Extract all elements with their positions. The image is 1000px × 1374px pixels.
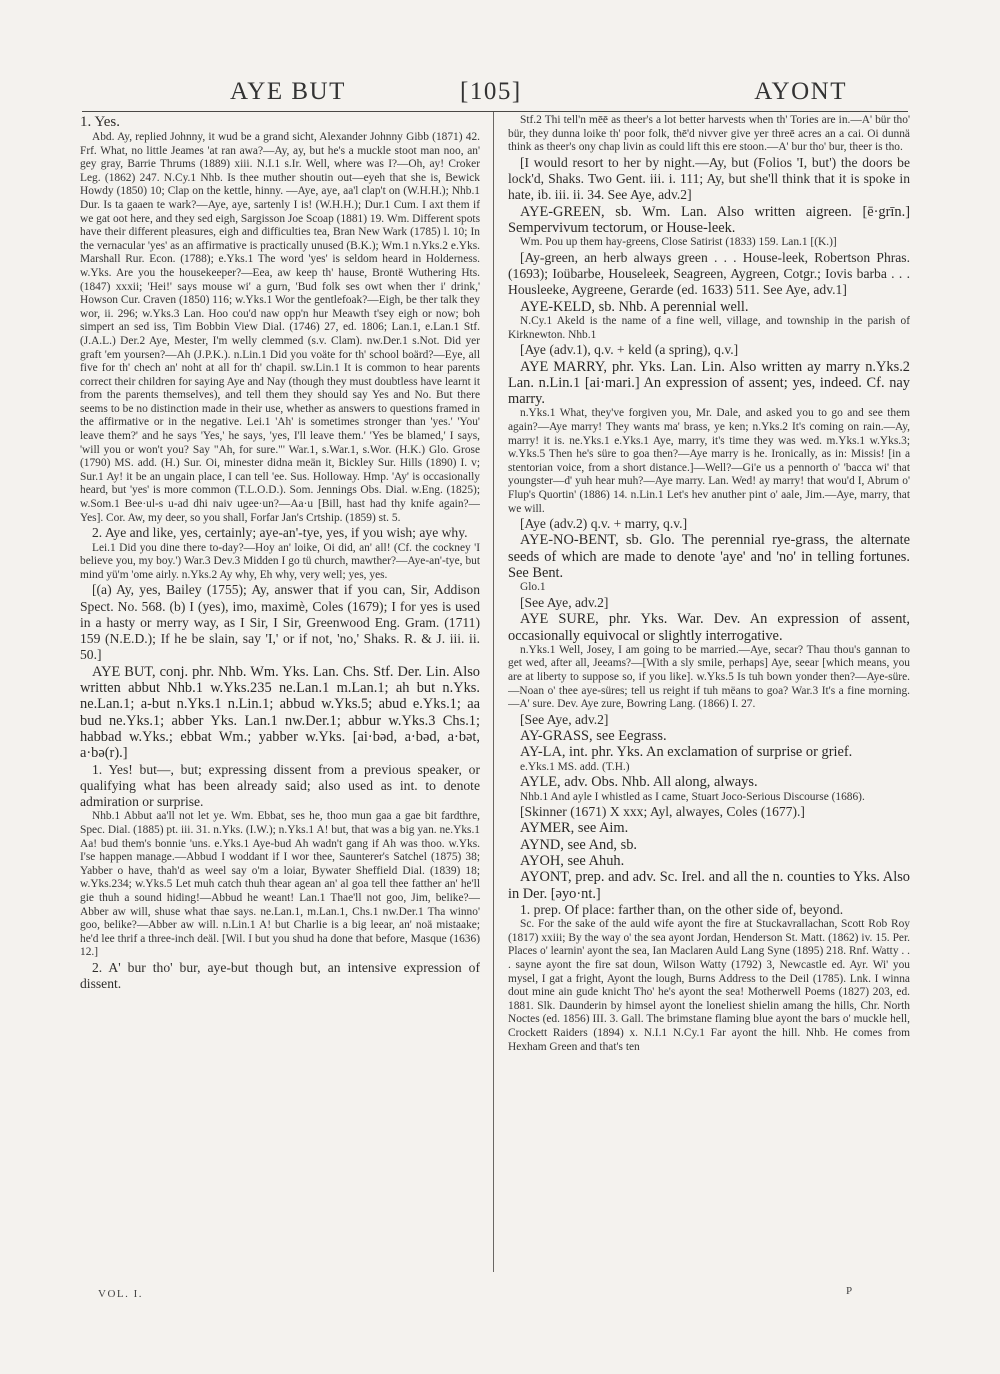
entry-paragraph: 2. Aye and like, yes, certainly; aye-an'-tye, yes, if you wish; aye why. [92, 525, 468, 541]
entry-paragraph: [I would resort to her by night.—Ay, but (Folios 'I, but') the doors be lock'd, Shaks. Two Gent. iii. i. 111; Ay, but she'll think that it is spoke in hate, ib. iii. ii. 34. See Aye, adv.2] [508, 154, 910, 203]
running-head [95, 78, 905, 112]
entry-paragraph: [See Aye, adv.2] [520, 711, 609, 727]
header-left-catchword: AYE BUT [230, 78, 346, 105]
gathering-signature: P [846, 1285, 853, 1297]
entry-paragraph: 2. A' bur tho' bur, aye-but though but, an intensive expression of dissent. [80, 959, 480, 992]
entry-paragraph: Nhb.1 And ayle I whistled as I came, Stuart Joco-Serious Discourse (1686). [520, 790, 865, 803]
entry-paragraph: Abd. Ay, replied Johnny, it wud be a grand sicht, Alexander Johnny Gibb (1871) 42. Frf. What, no little Jeames 'at ran awa?—Ay, ay, but he's a muckle stoot man noo, an' gey gray, Barrie Thrums (1889) xiii. N.I.1 s.Ir. Well, where was I?—Oh, ay! Croker Leg. (1862) 247. N.Cy.1 Nhb. Is thee muther shoutin out—eyeh that she is, Bewick Howdy (1850) 10; Clap on the kettle, hinny. —Aye, aye, aa'l clap't on (W.H.H.); Nhb.1 Dur. Is ta gaaen te wark?—Aye, aye, sartenly I is! (W.H.H.); Dur.1 Cum. I axt them if we gat oot here, and they sed eigh, Sargisson Joe Scoap (1881) 19. Wm. Different spots have their different pleasures, eigh and difficulties tea, Bran New Wark (1785) l. 10; In the vernacular 'yes' as an affirmative is practically unused (B.K.); Wm.1 n.Yks.2 e.Yks. Marshall Rur. Econ. (1788); e.Yks.1 The word 'yes' is seldom heard in Holderness. w.Yks. Are you the housekeeper?—Eea, aw keep th' hause, Brontë Wuthering Hts. (1847) xxxii; 'Hei!' says mouse wi' a gurn, 'Bud folk ses owt when ther i' drink,' Howson Cur. Craven (1850) 116; w.Yks.1 Wor the gentlefoak?—Eigh, be ther talk they wor, ii. 296; w.Yks.3 Lan. Hoo cou'd naw opp'n hur Meawth t'sey eigh or now; boh simpert an sed iss, Tim Bobbin View Dial. (1746) 27, ed. 1806; Lan.1, e.Lan.1 Stf. (J.A.L.) Der.2 Aye, Mester, I'm welly clemmed (s.v. Clam). nw.Der.1 s.Not. Did yer graft 'em yoursen?—Ah (J.P.K.). n.Lin.1 Did you voäte for th' school boärd?—Eye, all five for th' chech an' noht at all for th' chapil. sw.Lin.1 It is common to hear parents correct their children for saying Aye and Nay (though they must doubtless have learnt it from the parents themselves), and tell them they should say Yes and No. But there seems to be no distinction made in their use, whether as answers to questions framed in the affirmative or in the negative. Lei.1 'Ah' is sometimes stronger than 'yes.' 'You' leave them?' and he says 'Yes,' he says, 'yes, I'll leave them.' 'Yes be blamed,' I says, 'will you or won't you? Say "Ah, for sure."' War.1, s.War.1, s.Wor. (H.K.) Glo. Grose (1790) MS. add. (H.) Sur. Oi, minester didna meän it, Bickley Sur. Hills (1890) I. v; Sur.1 Ay! it be an ungain place, I can tell 'ee. Sus. Holloway. Hmp. 'Ay' is occasionally heard, but 'yes' is more common (T.L.O.D.). Som. Jennings Obs. Dial. w.Eng. (1825); w.Som.1 Bee·ul-s u-ad dhi naiv ugee·un?—Aa·u [Bill, hast had thy knife again?—Yes]. Cor. Aw, my deer, so you shall, Forfar Jan's Crtship. (1859) st. 5. [80, 131, 480, 524]
entry-paragraph: N.Cy.1 Akeld is the name of a fine well, village, and township in the parish of Kirknewton. Nhb.1 [508, 315, 910, 341]
entry-paragraph: n.Yks.1 Well, Josey, I am going to be married.—Aye, secar? Thau thou's gannan to get wed, after all, Jeeams?—[With a sly smile, perhaps] Aye, seear [which means, you are at liberty to suppose so, if you like]. w.Yks.5 Is tuh bown yonder then?—Aye-süre.—Noan o' thee aye-süres; tell us reight if tuh mëans to goa? War.3 It's a fine morning.—A' sure. Dev. Aye zure, Bowring Lang. (1866) I. 27. [508, 643, 910, 711]
left-column [80, 114, 480, 1279]
entry-paragraph: AYONT, prep. and adv. Sc. Irel. and all the n. counties to Yks. Also in Der. [əyo·nt.] [508, 869, 910, 902]
entry-paragraph: AY-LA, int. phr. Yks. An exclamation of surprise or grief. [520, 744, 853, 761]
entry-paragraph: AYE BUT, conj. phr. Nhb. Wm. Yks. Lan. Chs. Stf. Der. Lin. Also written abbut Nhb.1 w.Yks.235 ne.Lan.1 m.Lan.1; ah but n.Yks. ne.Lan.1; a-but n.Yks.1 n.Lin.1; abbud w.Yks.5; abud e.Yks.1; aa bud ne.Yks.1; abber Yks. Lan.1 nw.Der.1; abbur w.Yks.3 Chs.1; habbad w.Yks.; ebbat Wm.; yabber w.Yks. [ai·bəd, a·bəd, a·bət, a·bə(r).] [80, 663, 480, 762]
column-divider [493, 112, 494, 1272]
entry-paragraph: AY-GRASS, see Eegrass. [520, 728, 667, 745]
entry-paragraph: 1. Yes! but—, but; expressing dissent from a previous speaker, or qualifying what has been already said; also used as int. to denote admiration or surprise. [80, 761, 480, 810]
right-column [508, 114, 910, 1279]
entry-paragraph: 1. prep. Of place: farther than, on the other side of, beyond. [520, 901, 844, 917]
header-rule [82, 111, 908, 112]
entry-paragraph: Lei.1 Did you dine there to-day?—Hoy an' loike, Oi did, an' all! (Cf. the cockney 'I believe you, my boy.') War.3 Dev.3 Midden I go tü church, mawther?—Aye-an'-tye, but mind yü'm 'ome airly. n.Yks.2 Ay why, Eh why, very well; yes, yes. [80, 541, 480, 581]
volume-signature: VOL. I. [98, 1288, 144, 1300]
entry-paragraph: Glo.1 [520, 581, 546, 594]
entry-paragraph: [Ay-green, an herb always green . . . House-leek, Robertson Phras. (1693); Ioübarbe, Houseleek, Seagreen, Aygreen, Cotgr.; Iovis barba . . . Housleeke, Aygreene, Gerarde (ed. 1633) 511. See Aye, adv.1] [508, 249, 910, 298]
entry-paragraph: [Aye (adv.2) q.v. + marry, q.v.] [520, 516, 688, 532]
entry-paragraph: AYE-GREEN, sb. Wm. Lan. Also written aigreen. [ē·grīn.] Sempervivum tectorum, or House-leek. [508, 203, 910, 236]
entry-paragraph: Nhb.1 Abbut aa'll not let ye. Wm. Ebbat, ses he, thoo mun gaa a gae bit fardthre, Spec. Dial. (1885) pt. iii. 31. n.Yks. (I.W.); n.Yks.1 A! but, that was a big yan. ne.Yks.1 Aa! bud them's bonnie 'uns. e.Yks.1 Aye-bud Ah wadn't gang if Ah was thoo. w.Yks. I'se happen manage.—Abbud I woddant if I wor thee, Saunterer's Satchel (1875) 38; Yabber o have, thah'd as weel say o'm a loiar, Bywater Sheffield Dial. (1839) 18; w.Yks.234; w.Yks.5 Let muh catch thuh thear agean an' al goa tell thee fatther an' he'll gie thuh a sound hiding!—Abbud he weant! Lan.1 Thae'll not goo, Jim, belike?—Abber aw will, shuse what thae says. ne.Lan.1, m.Lan.1, Chs.1 nw.Der.1 Tha winno' goo, belike?—Abber aw will. n.Lin.1 A! but Charlie is a big leear, an' noä mistaake; he'd lee thrif a three-inch deäl. [Wil. I but you shud ha done that before, Masque (1636) 12.] [80, 810, 480, 959]
entry-paragraph: Stf.2 Thi tell'n mēē as theer's a lot better harvests when th' Tories are in.—A' bür tho' bür, they dunna loike th' poor folk, thē'd nivver give yer threē acres an a cai. Oi dunnä think as theer's ony chap livin as could lift this ere stoon.—A' bur tho' bur, theer is tho. [508, 114, 910, 154]
entry-paragraph: AYE SURE, phr. Yks. War. Dev. An expression of assent, occasionally equivocal or slightly interrogative. [508, 611, 910, 644]
entry-paragraph: AYLE, adv. Obs. Nhb. All along, always. [520, 774, 758, 791]
entry-paragraph: AYE-KELD, sb. Nhb. A perennial well. [520, 298, 749, 315]
entry-paragraph: 1. Yes. [80, 114, 121, 130]
entry-paragraph: Wm. Pou up them hay-greens, Close Satirist (1833) 159. Lan.1 [(K.)] [520, 236, 837, 249]
entry-paragraph: [Skinner (1671) X xxx; Ayl, alwayes, Coles (1677).] [520, 804, 805, 820]
entry-paragraph: e.Yks.1 MS. add. (T.H.) [520, 760, 630, 773]
entry-paragraph: [See Aye, adv.2] [520, 594, 609, 610]
entry-paragraph: AYE-NO-BENT, sb. Glo. The perennial rye-grass, the alternate seeds of which are made to denote 'aye' and 'no' in telling fortunes. See Bent. [508, 532, 910, 582]
entry-paragraph: AYE MARRY, phr. Yks. Lan. Lin. Also written ay marry n.Yks.2 Lan. n.Lin.1 [ai·mari.] An expression of assent; yes, indeed. Cf. nay marry. [508, 358, 910, 408]
header-right-catchword: AYONT [754, 78, 847, 105]
page-number: [105] [460, 78, 522, 105]
entry-paragraph: Sc. For the sake of the auld wife ayont the fire at Stuckavrallachan, Scott Rob Roy (1817) xxiii; By the way o' the sea ayont Jordan, Henderson St. Matt. (1862) iv. 15. Per. Places o' learnin' ayont the sea, Ian Maclaren Auld Lang Syne (1895) 218. Rnf. Watty . . . sayne ayont the fire sat doun, Wilson Watty (1792) 3, Newcastle ed. Ayr. Wi' you mysel, I gat a fright, Ayont the lough, Burns Address to the Deil (1785). Lnk. I winna dout mine ain gude knicht Tho' he's ayont the sea! Motherwell Poems (1827) 203, ed. 1881. Slk. Daunderin by himsel ayont the loneliest shielin amang the hills, Chr. North Noctes (ed. 1856) III. 3. Gall. The brimstane flaming blue ayont the bars o' muckle hell, Crockett Raiders (1894) x. N.I.1 N.Cy.1 Far ayont the hill. Nhb. He comes from Hexham Green and that's ten [508, 918, 910, 1053]
entry-paragraph: AYND, see And, sb. [520, 836, 637, 853]
entry-paragraph: AYOH, see Ahuh. [520, 853, 625, 870]
entry-paragraph: [(a) Ay, yes, Bailey (1755); Ay, answer that if you can, Sir, Addison Spect. No. 568. (b) I (yes), imo, maximè, Coles (1679); I for yes is used in a hasty or merry way, as I Sir, I Sir, Greenwood Eng. Gram. (1711) 159 (N.E.D.); If he be slain, say 'I,' or if not, 'no,' Shaks. R. & J. iii. ii. 50.] [80, 582, 480, 663]
entry-paragraph: [Aye (adv.1), q.v. + keld (a spring), q.v.] [520, 342, 739, 358]
entry-paragraph: AYMER, see Aim. [520, 820, 629, 837]
entry-paragraph: n.Yks.1 What, they've forgiven you, Mr. Dale, and asked you to go and see them again?—Aye marry! They wants ma' brass, ye ken; n.Yks.2 It's coming on rain.—Ay, marry! it is. ne.Yks.1 e.Yks.1 Aye, marry, it's time they was wed. m.Yks.1 w.Yks.3; w.Yks.5 Then he's süre to goa then?—Aye marry is he. Ironically, as in: Missis! [in a stentorian voice, from a short distance.]—Well?—Gi'e us a pennorth o' 'bacca wi' that youngster—d' yuh hear muh?—Aye marry. Lan. Wed! ay marry! that wou'd I, Abrum o' Flup's Quortin' (1886) 14. n.Lin.1 Let's hev anuther pint o' aale, Jim.—Aye, marry, that we will. [508, 407, 910, 515]
